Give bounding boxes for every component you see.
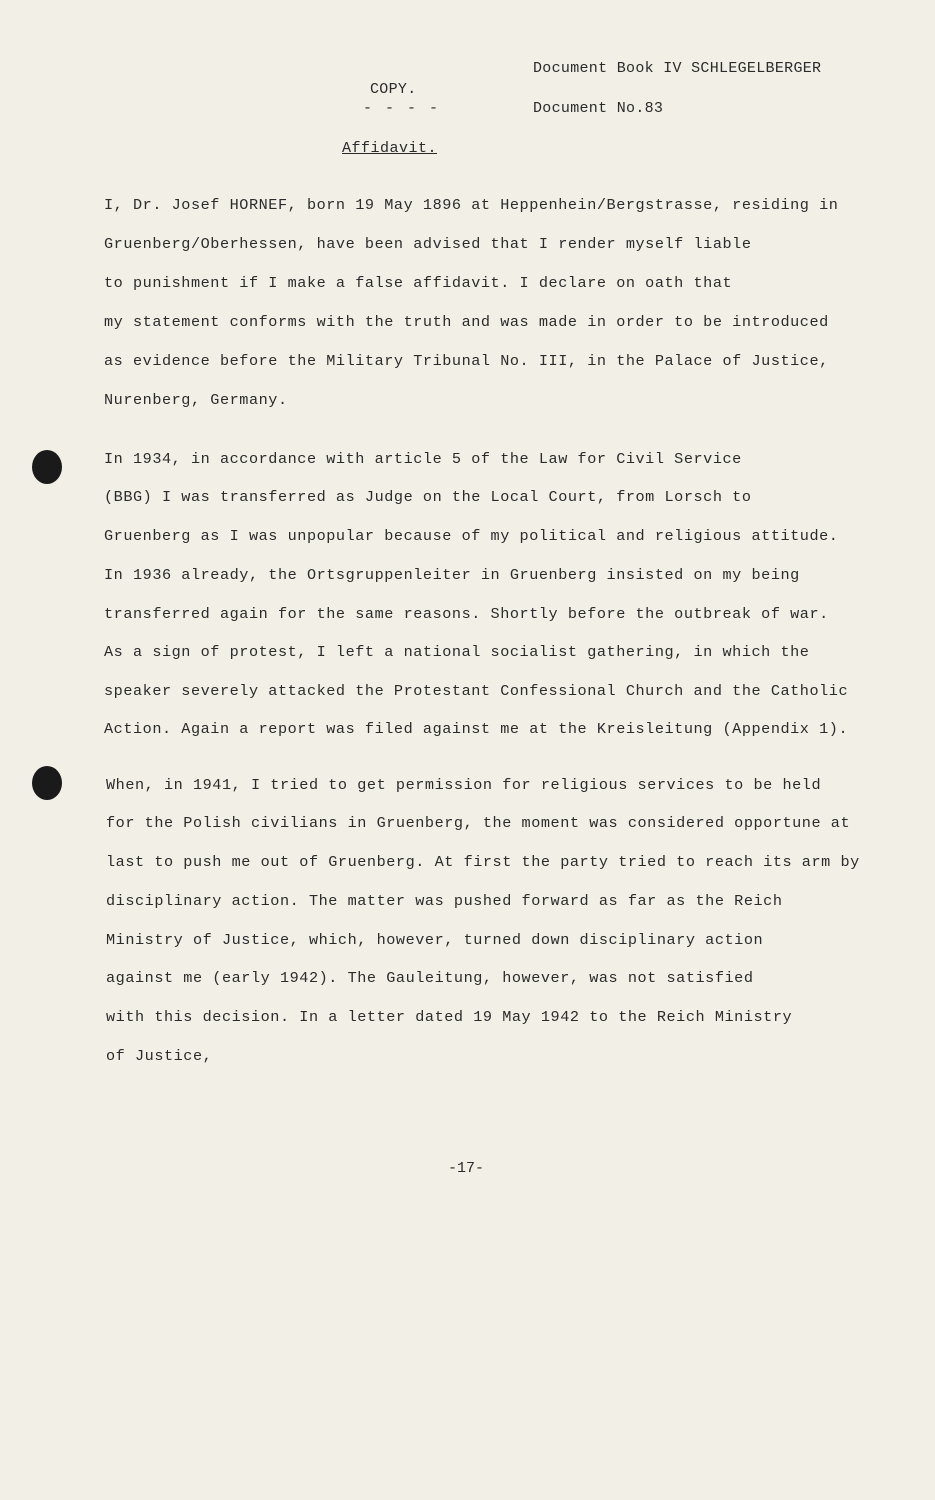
- text-line: Nurenberg, Germany.: [104, 391, 288, 409]
- text-line: (BBG) I was transferred as Judge on the Local Court, from Lorsch to: [104, 488, 752, 506]
- text-line: speaker severely attacked the Protestant Confessional Church and the Catholic: [104, 682, 849, 700]
- text-line: Action. Again a report was filed against me at the Kreisleitung (Appendix 1).: [104, 720, 849, 738]
- punch-hole: [32, 450, 62, 484]
- copy-underline: - - - -: [363, 100, 441, 117]
- copy-label: COPY.: [370, 81, 417, 98]
- page-number: -17-: [448, 1160, 485, 1177]
- text-line: Gruenberg as I was unpopular because of my political and religious attitude.: [104, 527, 839, 545]
- text-line: my statement conforms with the truth and was made in order to be introduced: [104, 313, 829, 331]
- affidavit-title: Affidavit.: [342, 140, 438, 157]
- text-line: Ministry of Justice, which, however, turned down disciplinary action: [106, 931, 764, 949]
- text-line: When, in 1941, I tried to get permission for religious services to be held: [106, 776, 822, 794]
- text-line: Gruenberg/Oberhessen, have been advised that I render myself liable: [104, 235, 752, 253]
- text-line: disciplinary action. The matter was pushed forward as far as the Reich: [106, 892, 783, 910]
- text-line: I, Dr. Josef HORNEF, born 19 May 1896 at Heppenhein/Bergstrasse, residing in: [104, 196, 839, 214]
- document-book-label: Document Book IV SCHLEGELBERGER: [533, 60, 822, 77]
- text-line: against me (early 1942). The Gauleitung, however, was not satisfied: [106, 969, 754, 987]
- text-line: with this decision. In a letter dated 19 May 1942 to the Reich Ministry: [106, 1008, 793, 1026]
- document-number: Document No.83: [533, 100, 664, 117]
- text-line: to punishment if I make a false affidavit. I declare on oath that: [104, 274, 733, 292]
- text-line: of Justice,: [106, 1047, 213, 1065]
- punch-hole: [32, 766, 62, 800]
- text-line: transferred again for the same reasons. Shortly before the outbreak of war.: [104, 605, 829, 623]
- text-line: for the Polish civilians in Gruenberg, the moment was considered opportune at: [106, 814, 851, 832]
- text-line: In 1936 already, the Ortsgruppenleiter in Gruenberg insisted on my being: [104, 566, 800, 584]
- text-line: As a sign of protest, I left a national socialist gathering, in which the: [104, 643, 810, 661]
- text-line: In 1934, in accordance with article 5 of the Law for Civil Service: [104, 450, 742, 468]
- text-line: last to push me out of Gruenberg. At first the party tried to reach its arm by: [106, 853, 860, 871]
- text-line: as evidence before the Military Tribunal No. III, in the Palace of Justice,: [104, 352, 829, 370]
